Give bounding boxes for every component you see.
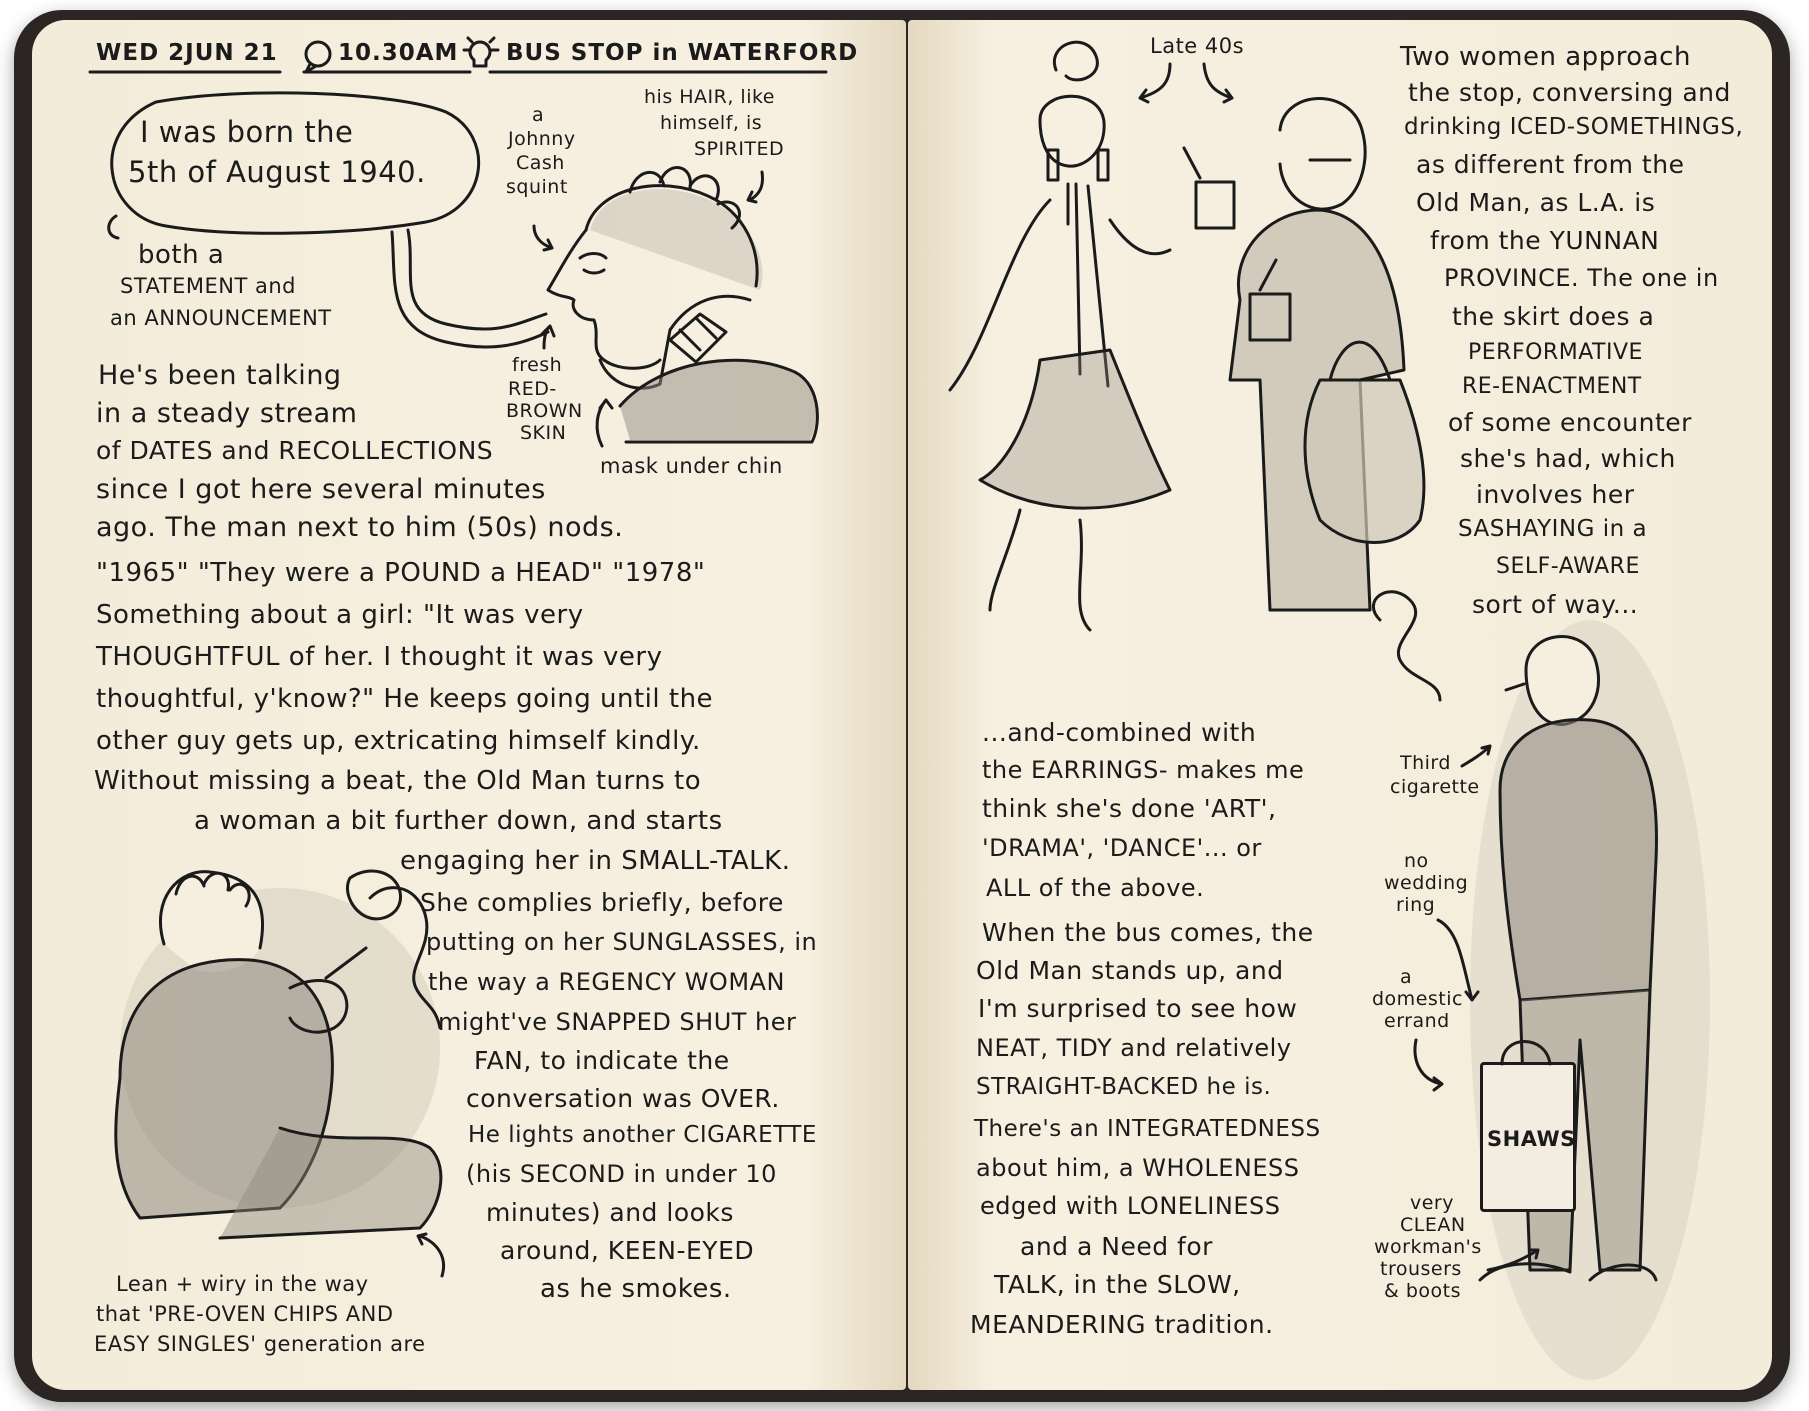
paragraph-line: in a steady stream xyxy=(96,398,358,429)
lightbulb-icon xyxy=(466,38,467,39)
paragraph-line: SASHAYING in a xyxy=(1458,516,1648,542)
column-line: FAN, to indicate the xyxy=(474,1046,730,1075)
age-label: Late 40s xyxy=(1150,34,1245,58)
column-line: and a Need for xyxy=(1020,1232,1213,1261)
annotation-line: Cash xyxy=(516,152,565,174)
column-line: (his SECOND in under 10 xyxy=(466,1160,777,1188)
paragraph-line: Old Man, as L.A. is xyxy=(1416,188,1656,217)
column-line: Old Man stands up, and xyxy=(976,956,1284,985)
arrow-icon xyxy=(1416,1040,1417,1041)
arrow-icon xyxy=(760,172,761,173)
paragraph-line: Without missing a beat, the Old Man turns to xyxy=(94,766,702,796)
annotation-line: SPIRITED xyxy=(694,138,785,160)
paragraph-line: sort of way... xyxy=(1472,590,1639,619)
paragraph-line: of some encounter xyxy=(1448,408,1692,437)
annotation-line: fresh xyxy=(512,354,563,376)
paragraph-line: of DATES and RECOLLECTIONS xyxy=(96,436,494,465)
arrow-icon xyxy=(1160,64,1161,65)
note-line: an ANNOUNCEMENT xyxy=(110,306,332,330)
annotation-line: trousers xyxy=(1380,1258,1462,1280)
annotation-mask: mask under chin xyxy=(600,454,783,478)
annotation-line: very xyxy=(1410,1192,1454,1214)
annotation-line: CLEAN xyxy=(1400,1214,1466,1236)
column-line: the EARRINGS- makes me xyxy=(982,756,1305,784)
annotation-line: Johnny xyxy=(508,128,576,150)
paragraph-line: engaging her in SMALL-TALK. xyxy=(400,846,791,876)
annotation-line: cigarette xyxy=(1390,776,1480,798)
two-women-illustration xyxy=(930,50,931,51)
annotation-line: workman's xyxy=(1374,1236,1482,1258)
annotation-line: BROWN xyxy=(506,400,583,422)
note-line: both a xyxy=(138,240,225,270)
header-date: WED 2JUN 21 xyxy=(96,40,278,66)
speech-bubble-icon xyxy=(304,40,305,41)
shopping-bag xyxy=(1480,1062,1576,1212)
column-line: He lights another CIGARETTE xyxy=(468,1122,817,1148)
paragraph-line: Two women approach xyxy=(1400,42,1691,72)
column-line: think she's done 'ART', xyxy=(982,794,1277,823)
annotation-line: domestic xyxy=(1372,988,1463,1010)
arrow-icon xyxy=(412,1236,413,1237)
arrow-icon xyxy=(544,326,545,327)
column-line: the way a REGENCY WOMAN xyxy=(428,968,785,996)
annotation-line: his HAIR, like xyxy=(644,86,776,108)
note-line: STATEMENT and xyxy=(120,274,296,298)
header-underline xyxy=(90,72,91,73)
paragraph-line: from the YUNNAN xyxy=(1430,226,1660,255)
column-line: She complies briefly, before xyxy=(420,888,784,917)
arrow-icon xyxy=(1488,1250,1489,1251)
paragraph-line: thoughtful, y'know?" He keeps going until the xyxy=(96,684,714,714)
annotation-line: errand xyxy=(1384,1010,1450,1032)
annotation-line: a xyxy=(532,104,545,126)
annotation-line: a xyxy=(1400,966,1413,988)
annotation-line: SKIN xyxy=(520,422,567,444)
column-line: STRAIGHT-BACKED he is. xyxy=(976,1074,1272,1100)
column-line: There's an INTEGRATEDNESS xyxy=(974,1116,1321,1142)
column-line: ALL of the above. xyxy=(986,874,1205,902)
old-man-head-illustration xyxy=(540,160,541,161)
paragraph-line: "1965" "They were a POUND a HEAD" "1978" xyxy=(96,558,706,588)
paragraph-line: other guy gets up, extricating himself kindly. xyxy=(96,726,701,756)
annotation-line: wedding xyxy=(1384,872,1469,894)
annotation-line: RED- xyxy=(508,378,557,400)
paragraph-line: THOUGHTFUL of her. I thought it was very xyxy=(96,642,663,672)
paragraph-line: He's been talking xyxy=(98,360,342,391)
caption-line: EASY SINGLES' generation are xyxy=(94,1332,426,1356)
bag-handle xyxy=(1496,1024,1497,1025)
bag-label: SHAWS xyxy=(1487,1127,1576,1151)
column-line: When the bus comes, the xyxy=(982,918,1314,947)
paragraph-line: the skirt does a xyxy=(1452,302,1655,331)
column-line: TALK, in the SLOW, xyxy=(994,1270,1241,1299)
header-time: 10.30AM xyxy=(338,40,459,66)
column-line: MEANDERING tradition. xyxy=(970,1310,1274,1339)
annotation-line: no xyxy=(1404,850,1429,872)
column-line: might've SNAPPED SHUT her xyxy=(438,1008,797,1036)
caption-line: Lean + wiry in the way xyxy=(116,1272,369,1296)
seated-old-man-illustration xyxy=(100,848,101,849)
paragraph-line: a woman a bit further down, and starts xyxy=(194,806,723,836)
column-line: around, KEEN-EYED xyxy=(500,1236,755,1265)
column-line: minutes) and looks xyxy=(486,1198,734,1227)
annotation-line: squint xyxy=(506,176,568,198)
column-line: NEAT, TIDY and relatively xyxy=(976,1034,1292,1062)
paragraph-line: the stop, conversing and xyxy=(1408,78,1731,107)
paragraph-line: SELF-AWARE xyxy=(1496,554,1640,579)
arrow-icon xyxy=(1438,920,1439,921)
speech-line: 5th of August 1940. xyxy=(128,155,426,189)
arrow-icon xyxy=(1204,64,1205,65)
curved-arrow-icon xyxy=(104,228,105,229)
annotation-line: ring xyxy=(1396,894,1436,916)
annotation-line: & boots xyxy=(1384,1280,1462,1302)
arrow-icon xyxy=(534,226,535,227)
arrow-icon xyxy=(1462,746,1463,747)
annotation-line: himself, is xyxy=(660,112,763,134)
paragraph-line: PROVINCE. The one in xyxy=(1444,264,1719,292)
column-line: I'm surprised to see how xyxy=(978,994,1298,1023)
column-line: edged with LONELINESS xyxy=(980,1192,1281,1220)
column-line: as he smokes. xyxy=(540,1274,732,1304)
header-location: BUS STOP in WATERFORD xyxy=(506,40,859,66)
speech-bubble xyxy=(96,92,97,93)
paragraph-line: as different from the xyxy=(1416,150,1685,179)
arrow-icon xyxy=(600,400,601,401)
paragraph-line: she's had, which xyxy=(1460,444,1676,473)
paragraph-line: RE-ENACTMENT xyxy=(1462,374,1642,399)
column-line: about him, a WHOLENESS xyxy=(976,1154,1300,1182)
speech-line: I was born the xyxy=(140,115,354,149)
paragraph-line: Something about a girl: "It was very xyxy=(96,600,584,630)
column-line: ...and-combined with xyxy=(982,718,1257,747)
annotation-line: Third xyxy=(1400,752,1451,774)
paragraph-line: since I got here several minutes xyxy=(96,474,546,505)
caption-line: that 'PRE-OVEN CHIPS AND xyxy=(96,1302,394,1326)
column-line: conversation was OVER. xyxy=(466,1084,780,1113)
standing-old-man-illustration xyxy=(1420,620,1421,621)
column-line: 'DRAMA', 'DANCE'... or xyxy=(982,834,1262,862)
paragraph-line: ago. The man next to him (50s) nods. xyxy=(96,512,624,543)
paragraph-line: involves her xyxy=(1476,480,1635,509)
paragraph-line: PERFORMATIVE xyxy=(1468,340,1643,365)
paragraph-line: drinking ICED-SOMETHINGS, xyxy=(1404,114,1744,140)
column-line: putting on her SUNGLASSES, in xyxy=(426,928,818,956)
